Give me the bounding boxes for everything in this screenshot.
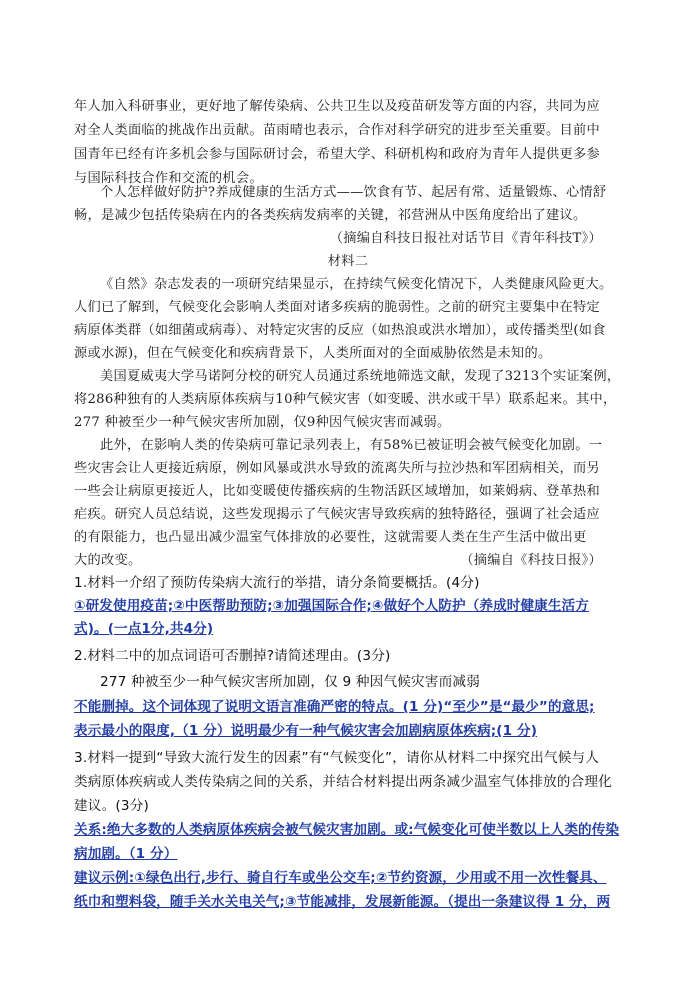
material2-title: 材料二	[327, 254, 369, 269]
answer-3-line: 建议示例:①绿色出行,步行、骑自行车或坐公交车;②节约资源，少用或不用一次性餐具、	[74, 870, 607, 886]
question-2-quote: 277 种被至少一种气候灾害所加剧，仅 9 种因气候灾害而减弱	[100, 674, 481, 690]
answer-3-line: 病加剧。（1 分）	[74, 846, 178, 862]
material2-source: （摘编自《科技日报》）	[460, 553, 602, 568]
answer-1-line: 式)。(一点1分,共4分)	[74, 621, 214, 637]
material2-line: 些灾害会让人更接近病原，例如风暴或洪水导致的流离失所与拉沙热和军团病相关，而另	[74, 461, 601, 476]
passage1-line: 与国际科技合作和交流的机会。	[74, 171, 263, 186]
material2-line: 人们已了解到，气候变化会影响人类面对诸多疾病的脆弱性。之前的研究主要集中在特定	[74, 300, 601, 315]
answer-3-line: 关系:绝大多数的人类病原体疾病会被气候灾害加剧。或:气候变化可使半数以上人类的传染	[74, 822, 620, 838]
answer-3-line: 纸巾和塑料袋，随手关水关电关气;③节能减排，发展新能源。（提出一条建议得 1 分，两	[74, 894, 611, 910]
passage1-source: （摘编自科技日报社对话节目《青年科技T》）	[329, 231, 602, 246]
material2-line: 病原体类群（如细菌或病毒）、对特定灾害的反应（如热浪或洪水增加），或传播类型(如食	[74, 323, 606, 338]
material2-line: 大的改变。	[74, 553, 142, 568]
material2-line: 一些会让病原更接近人，比如变暖使传播疾病的生物活跃区域增加，如莱姆病、登革热和	[74, 484, 601, 499]
material2-line: 277 种被至少一种气候灾害所加剧，仅9种因气候灾害而减弱。	[74, 415, 451, 430]
passage1-line: 畅，是减少包括传染病在内的各类疾病发病率的关键，祁营洲从中医角度给出了建议。	[74, 208, 587, 223]
material2-line: 的有限能力，也凸显出减少温室气体排放的必要性，这就需要人类在生产生活中做出更	[74, 530, 587, 545]
question-2: 2.材料二中的加点词语可否删掉?请简述理由。(3分)	[74, 648, 391, 664]
material2-line: 将286种独有的人类病原体疾病与10种气候灾害（如变暖、洪水或干旱）联系起来。其中，	[74, 392, 617, 407]
material2-line: 此外，在影响人类的传染病可靠记录列表上，有58%已被证明会被气候变化加剧。一	[100, 438, 603, 453]
passage1-line: 国青年已经有许多机会参与国际研讨会，希望大学、科研机构和政府为青年人提供更多参	[74, 147, 601, 162]
answer-1-line: ①研发使用疫苗;②中医帮助预防;③加强国际合作;④做好个人防护（养成时健康生活方	[74, 598, 589, 614]
question-1: 1.材料一介绍了预防传染病大流行的举措，请分条简要概括。(4分)	[74, 575, 480, 591]
passage1-line: 个人怎样做好防护?养成健康的生活方式——饮食有节、起居有常、适量锻炼、心情舒	[100, 185, 607, 200]
question-3-line: 类病原体疾病或人类传染病之间的关系，并结合材料提出两条减少温室气体排放的合理化	[74, 774, 612, 790]
material2-line: 《自然》杂志发表的一项研究结果显示，在持续气候变化情况下，人类健康风险更大。	[100, 277, 613, 292]
passage1-line: 年人加入科研事业，更好地了解传染病、公共卫生以及疫苗研发等方面的内容，共同为应	[74, 99, 601, 114]
material2-line: 源或水源)，但在气候变化和疾病背景下，人类所面对的全面威胁依然是未知的。	[74, 346, 552, 361]
passage1-line: 对全人类面临的挑战作出贡献。苗雨晴也表示，合作对科学研究的进步至关重要。目前中	[74, 123, 601, 138]
material2-line: 美国夏威夷大学马诺阿分校的研究人员通过系统地筛选文献，发现了3213个实证案例，	[100, 369, 621, 384]
material2-line: 疟疾。研究人员总结说，这些发现揭示了气候灾害导致疾病的独特路径，强调了社会适应	[74, 507, 601, 522]
answer-2-line: 不能删掉。这个词体现了说明文语言准确严密的特点。(1 分)“至少”是“最少”的意思;	[74, 699, 595, 715]
question-3-line: 建议。(3分)	[74, 798, 150, 814]
answer-2-line: 表示最小的限度,（1 分）说明最少有一种气候灾害会加剧病原体疾病;(1 分)	[74, 723, 538, 739]
question-3-line: 3.材料一提到“导致大流行发生的因素”有“气候变化”，请你从材料二中探究出气候与人	[74, 750, 600, 766]
